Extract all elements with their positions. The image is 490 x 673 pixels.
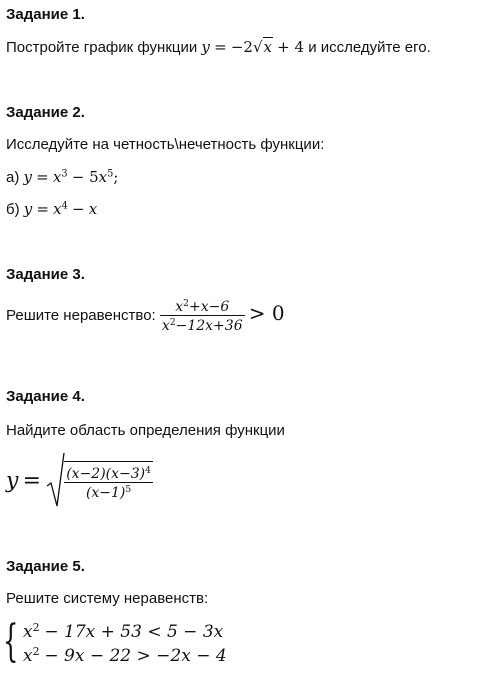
system-line-1: $x^2 - 17x + 53 < 5 - 3x$ — [23, 620, 224, 642]
system-lines — [23, 620, 227, 668]
task-3-title: Задание 3. — [6, 266, 85, 283]
fraction — [64, 461, 153, 501]
numerator: $x^2+x-6$ — [175, 299, 230, 315]
formula-eq: = — [36, 168, 49, 186]
task-1-statement — [6, 38, 431, 56]
denominator: $x^2-12x+36$ — [160, 315, 245, 334]
formula-lhs: y — [201, 38, 210, 56]
numerator: $(x-2)(x-3)^4$ — [66, 466, 151, 482]
task-5-system — [3, 616, 227, 668]
task-3-statement — [6, 298, 285, 334]
task-1-title: Задание 1. — [6, 6, 85, 23]
exponent: 5 — [107, 168, 114, 180]
formula-coef: −2 — [230, 38, 253, 56]
exponent: 3 — [61, 168, 68, 180]
task-5-text: Решите систему неравенств: — [6, 590, 209, 607]
term: x — [52, 168, 62, 186]
sqrt — [45, 452, 153, 510]
sqrt-sign — [45, 452, 65, 510]
formula-lhs: y — [6, 468, 19, 494]
denominator: $(x-1)^5$ — [64, 482, 153, 501]
task-2-text: Исследуйте на четность\нечетность функции: — [6, 136, 325, 153]
exponent: 4 — [61, 200, 68, 212]
task-2-title: Задание 2. — [6, 104, 85, 121]
formula-lhs: y — [23, 200, 33, 218]
formula-eq: = — [214, 38, 227, 56]
semicolon: ; — [113, 168, 119, 186]
task-2b — [6, 200, 97, 218]
radicand: x — [263, 38, 272, 56]
task-4-title: Задание 4. — [6, 388, 85, 405]
operator: − — [72, 200, 85, 218]
formula-rest: + 4 — [277, 38, 305, 56]
task-2a — [6, 168, 118, 186]
term: x — [53, 200, 62, 218]
relation: > 0 — [248, 300, 285, 325]
fraction — [160, 298, 245, 334]
term: x — [98, 168, 108, 186]
task-4-text: Найдите область определения функции — [6, 422, 285, 439]
operator: − 5 — [71, 168, 99, 186]
term: x — [88, 200, 98, 218]
task-4-formula — [6, 452, 153, 510]
system-line-2: $x^2 - 9x - 22 > -2x - 4$ — [23, 644, 227, 666]
task-1-text-after: и исследуйте его. — [308, 39, 431, 56]
task-3-text: Решите неравенство: — [6, 306, 156, 324]
sqrt-sign: √ — [252, 38, 263, 56]
formula-eq: = — [22, 468, 42, 494]
task-5-title: Задание 5. — [6, 558, 85, 575]
brace-icon: { — [3, 616, 19, 667]
formula-lhs: y — [23, 168, 32, 186]
item-label: а) — [6, 169, 20, 186]
formula-eq: = — [36, 200, 49, 218]
task-1-text: Постройте график функции — [6, 39, 198, 56]
item-label: б) — [6, 201, 20, 218]
